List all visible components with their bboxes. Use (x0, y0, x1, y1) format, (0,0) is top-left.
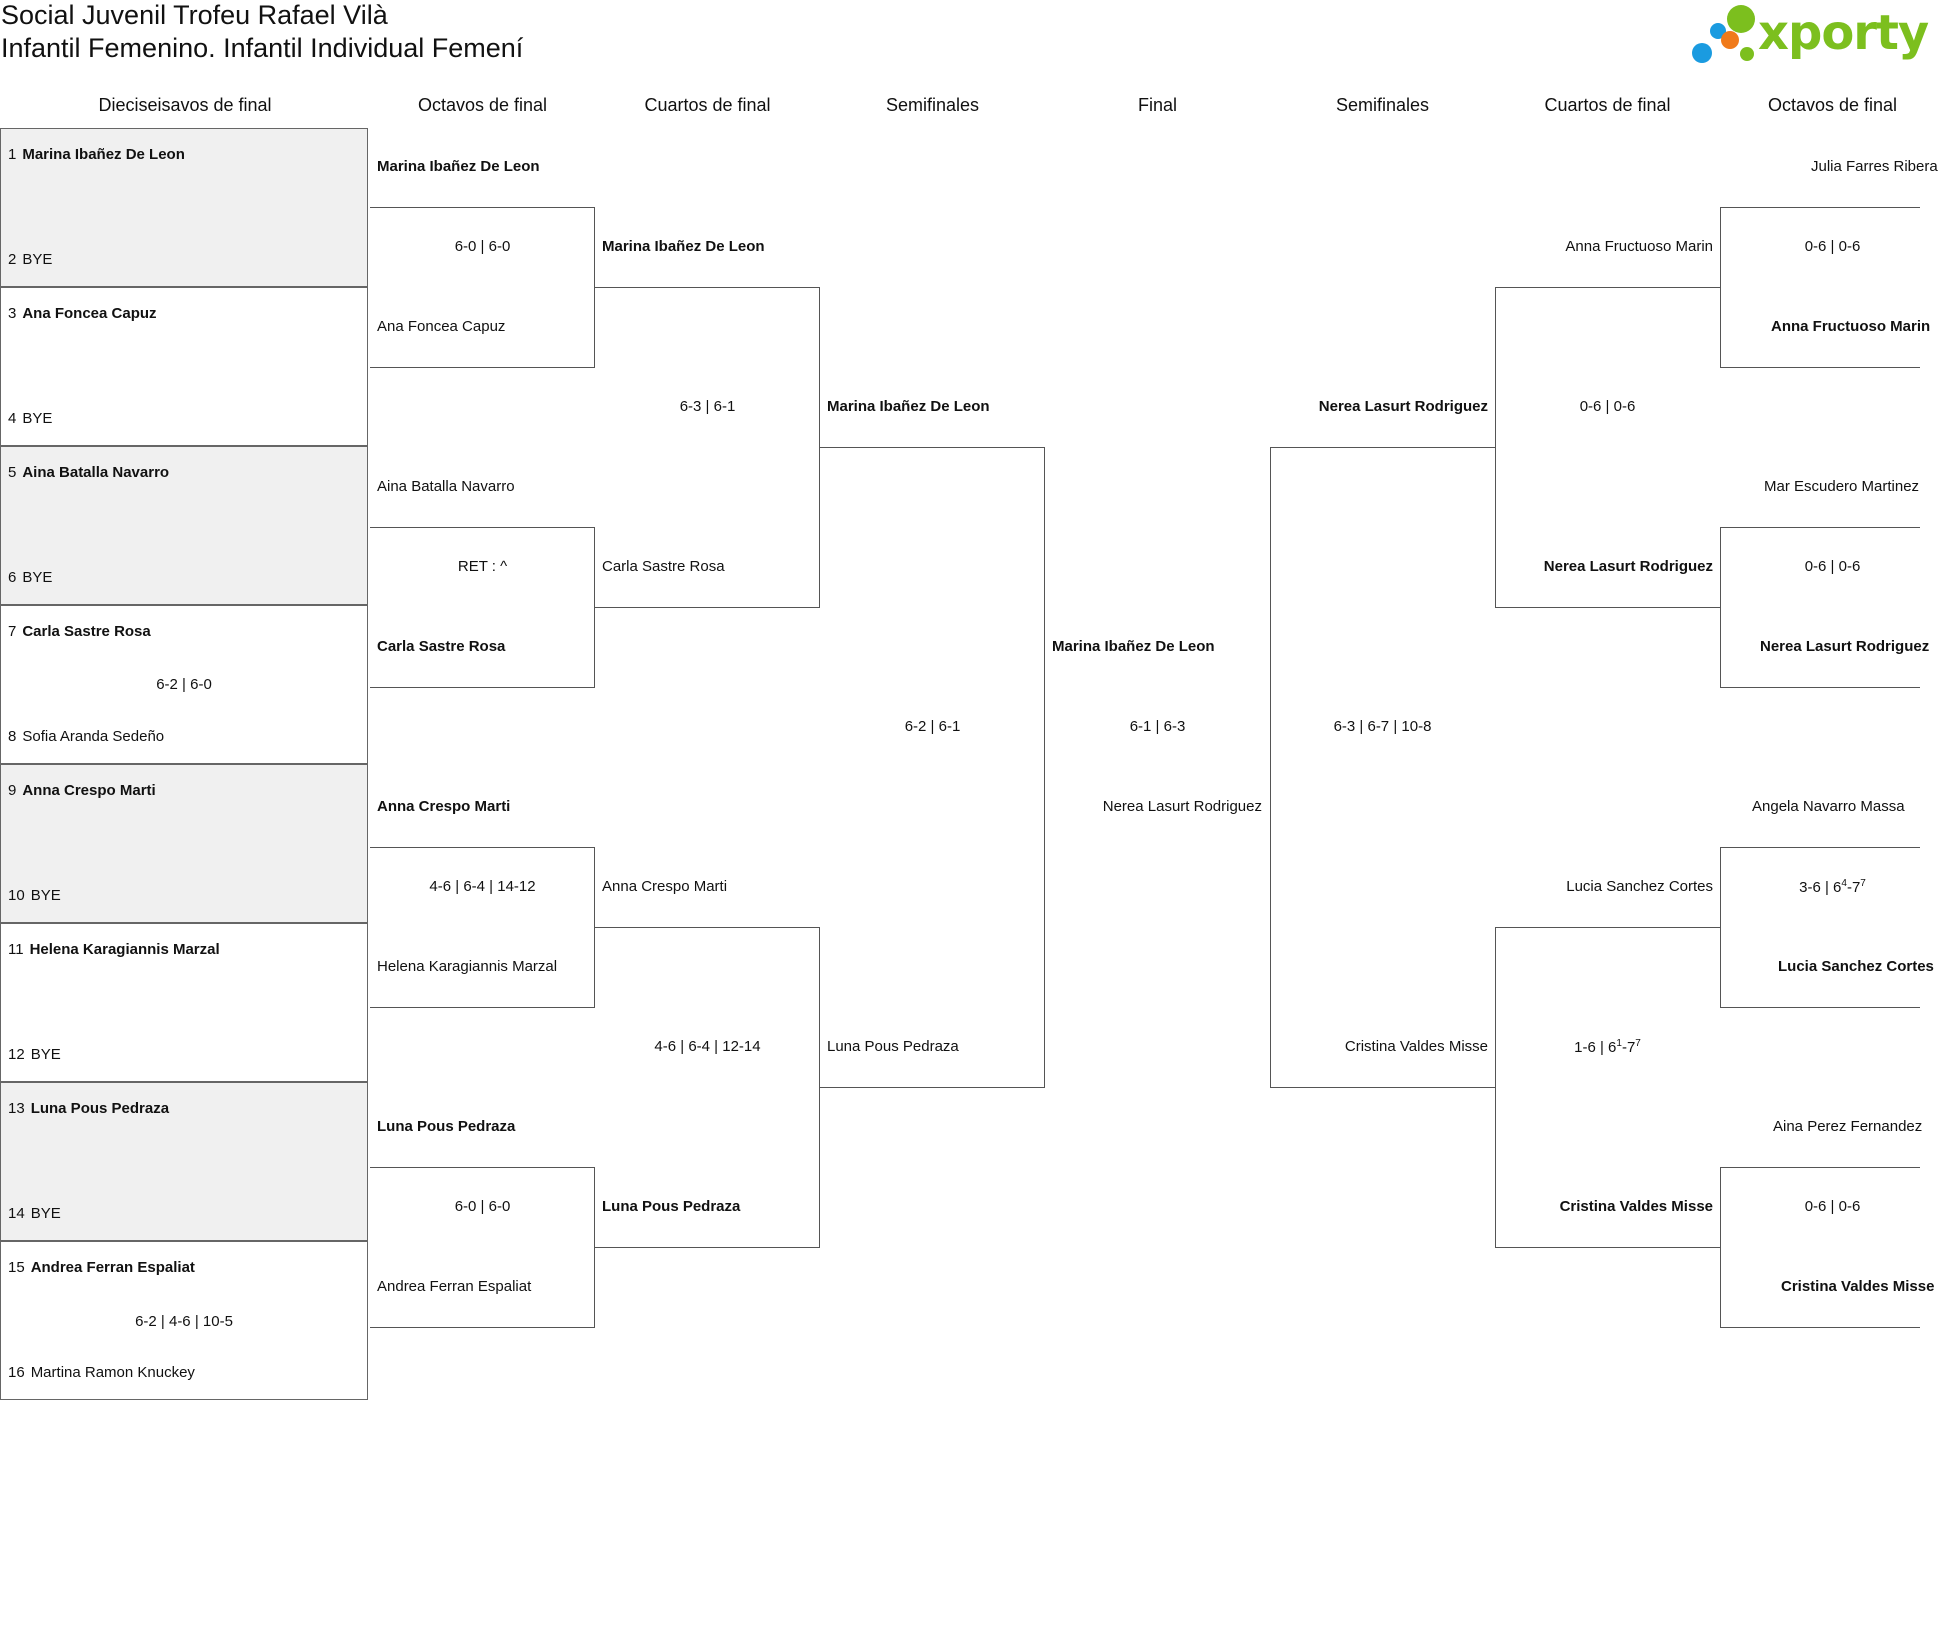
sf-right-score: 6-3 | 6-7 | 10-8 (1333, 718, 1432, 735)
r16-left-player[interactable]: Marina Ibañez De Leon (377, 158, 540, 175)
sf-left-match (820, 447, 1045, 1088)
r32-slot[interactable]: 8 Sofia Aranda Sedeño (8, 728, 165, 745)
sf-right-player[interactable]: Cristina Valdes Misse (1344, 1038, 1488, 1055)
r16-right-score: 0-6 | 0-6 (1804, 1198, 1861, 1215)
r16-left-score: 6-0 | 6-0 (454, 1198, 511, 1215)
qf-left-player[interactable]: Marina Ibañez De Leon (602, 238, 765, 255)
r16-right-match-3 (1720, 847, 1920, 1008)
r16-right-player[interactable]: Cristina Valdes Misse (1781, 1278, 1935, 1295)
qf-left-score: 6-3 | 6-1 (679, 398, 736, 415)
qf-right-player[interactable]: Cristina Valdes Misse (1559, 1198, 1713, 1215)
r32-score: 6-2 | 4-6 | 10-5 (135, 1313, 233, 1330)
r16-left-player[interactable]: Aina Batalla Navarro (377, 478, 515, 495)
final-score: 6-1 | 6-3 (1129, 718, 1186, 735)
sf-left-score: 6-2 | 6-1 (904, 718, 961, 735)
r32-slot[interactable]: 5 Aina Batalla Navarro (8, 464, 170, 481)
column-header-final: Final (1137, 95, 1177, 115)
r32-slot[interactable]: 10 BYE (8, 887, 61, 904)
r32-slot[interactable]: 16 Martina Ramon Knuckey (8, 1364, 195, 1381)
r16-left-match-4 (370, 1167, 595, 1328)
qf-right-score: 0-6 | 0-6 (1579, 398, 1636, 415)
tournament-title: Social Juvenil Trofeu Rafael Vilà (1, 0, 388, 30)
r16-right-player[interactable]: Aina Perez Fernandez (1773, 1118, 1923, 1135)
category-title: Infantil Femenino. Infantil Individual Femení (1, 33, 524, 63)
r16-left-score: RET : ^ (457, 558, 508, 575)
r32-slot[interactable]: 4 BYE (8, 410, 53, 427)
column-header-sf-left: Semifinales (885, 95, 980, 115)
r32-slot[interactable]: 11 Helena Karagiannis Marzal (8, 941, 220, 958)
sf-left-player[interactable]: Marina Ibañez De Leon (827, 398, 990, 415)
r16-right-score: 0-6 | 0-6 (1804, 238, 1861, 255)
r32-slot[interactable]: 1 Marina Ibañez De Leon (8, 146, 185, 163)
logo-dot-green-icon (1727, 5, 1755, 33)
r16-left-player[interactable]: Carla Sastre Rosa (377, 638, 506, 655)
r16-right-player[interactable]: Anna Fructuoso Marin (1771, 318, 1931, 335)
r32-slot[interactable]: 15 Andrea Ferran Espaliat (8, 1259, 195, 1276)
r16-right-score: 0-6 | 0-6 (1804, 558, 1861, 575)
column-header-qf-left: Cuartos de final (644, 95, 771, 115)
qf-right-player[interactable]: Nerea Lasurt Rodriguez (1543, 558, 1713, 575)
r16-left-score: 6-0 | 6-0 (454, 238, 511, 255)
r32-slot[interactable]: 6 BYE (8, 569, 53, 586)
r16-left-match-3 (370, 847, 595, 1008)
r16-left-match-2 (370, 527, 595, 688)
column-header-sf-right: Semifinales (1335, 95, 1430, 115)
r32-slot[interactable]: 7 Carla Sastre Rosa (8, 623, 151, 640)
r32-slot[interactable]: 9 Anna Crespo Marti (8, 782, 156, 799)
r16-left-player[interactable]: Ana Foncea Capuz (377, 318, 506, 335)
xporty-logo[interactable] (1690, 3, 1929, 71)
r16-right-player[interactable]: Lucia Sanchez Cortes (1778, 958, 1934, 975)
r32-slot[interactable]: 14 BYE (8, 1205, 61, 1222)
sf-right-player[interactable]: Nerea Lasurt Rodriguez (1318, 398, 1488, 415)
qf-left-player[interactable]: Luna Pous Pedraza (602, 1198, 741, 1215)
logo-dot-orange-icon (1721, 31, 1739, 49)
r32-slot[interactable]: 2 BYE (8, 251, 53, 268)
column-header-r16-right: Octavos de final (1767, 95, 1898, 115)
qf-left-player[interactable]: Carla Sastre Rosa (602, 558, 725, 575)
r16-right-player[interactable]: Nerea Lasurt Rodriguez (1760, 638, 1930, 655)
r16-right-player[interactable]: Angela Navarro Massa (1752, 798, 1905, 815)
r16-left-player[interactable]: Anna Crespo Marti (377, 798, 511, 815)
r32-slot[interactable]: 12 BYE (8, 1046, 61, 1063)
r32-score: 6-2 | 6-0 (156, 676, 212, 693)
r16-left-match-1 (370, 207, 595, 368)
sf-right-match (1270, 447, 1495, 1088)
r16-left-player[interactable]: Luna Pous Pedraza (377, 1118, 516, 1135)
r32-slot[interactable]: 3 Ana Foncea Capuz (8, 305, 157, 322)
r32-slot[interactable]: 13 Luna Pous Pedraza (8, 1100, 170, 1117)
qf-left-player[interactable]: Anna Crespo Marti (602, 878, 728, 895)
column-header-r32: Dieciseisavos de final (98, 95, 272, 115)
r16-left-player[interactable]: Helena Karagiannis Marzal (377, 958, 558, 975)
qf-right-score: 1-6 | $6^1-7^7$ (1574, 1038, 1641, 1056)
final-winner[interactable]: Marina Ibañez De Leon (1052, 638, 1215, 655)
column-header-qf-right: Cuartos de final (1544, 95, 1671, 115)
r16-right-player[interactable]: Julia Farres Ribera (1811, 158, 1938, 175)
r16-right-match-1 (1720, 207, 1920, 368)
qf-right-player[interactable]: Lucia Sanchez Cortes (1566, 878, 1713, 895)
r16-left-player[interactable]: Andrea Ferran Espaliat (377, 1278, 532, 1295)
r16-left-score: 4-6 | 6-4 | 14-12 (429, 878, 536, 895)
sf-left-player[interactable]: Luna Pous Pedraza (827, 1038, 959, 1055)
qf-left-score: 4-6 | 6-4 | 12-14 (654, 1038, 761, 1055)
column-header-r16-left: Octavos de final (417, 95, 548, 115)
logo-dot-green-small-icon (1740, 47, 1754, 61)
final-runner-up[interactable]: Nerea Lasurt Rodriguez (1102, 798, 1262, 815)
qf-right-player[interactable]: Anna Fructuoso Marin (1565, 238, 1713, 255)
r16-right-match-2 (1720, 527, 1920, 688)
logo-dot-blue-icon (1692, 43, 1712, 63)
r16-right-match-4 (1720, 1167, 1920, 1328)
logo-text: xporty (1758, 5, 1929, 61)
r16-right-player[interactable]: Mar Escudero Martinez (1764, 478, 1920, 495)
r16-right-score: 3-6 | $6^4-7^7$ (1799, 878, 1866, 896)
